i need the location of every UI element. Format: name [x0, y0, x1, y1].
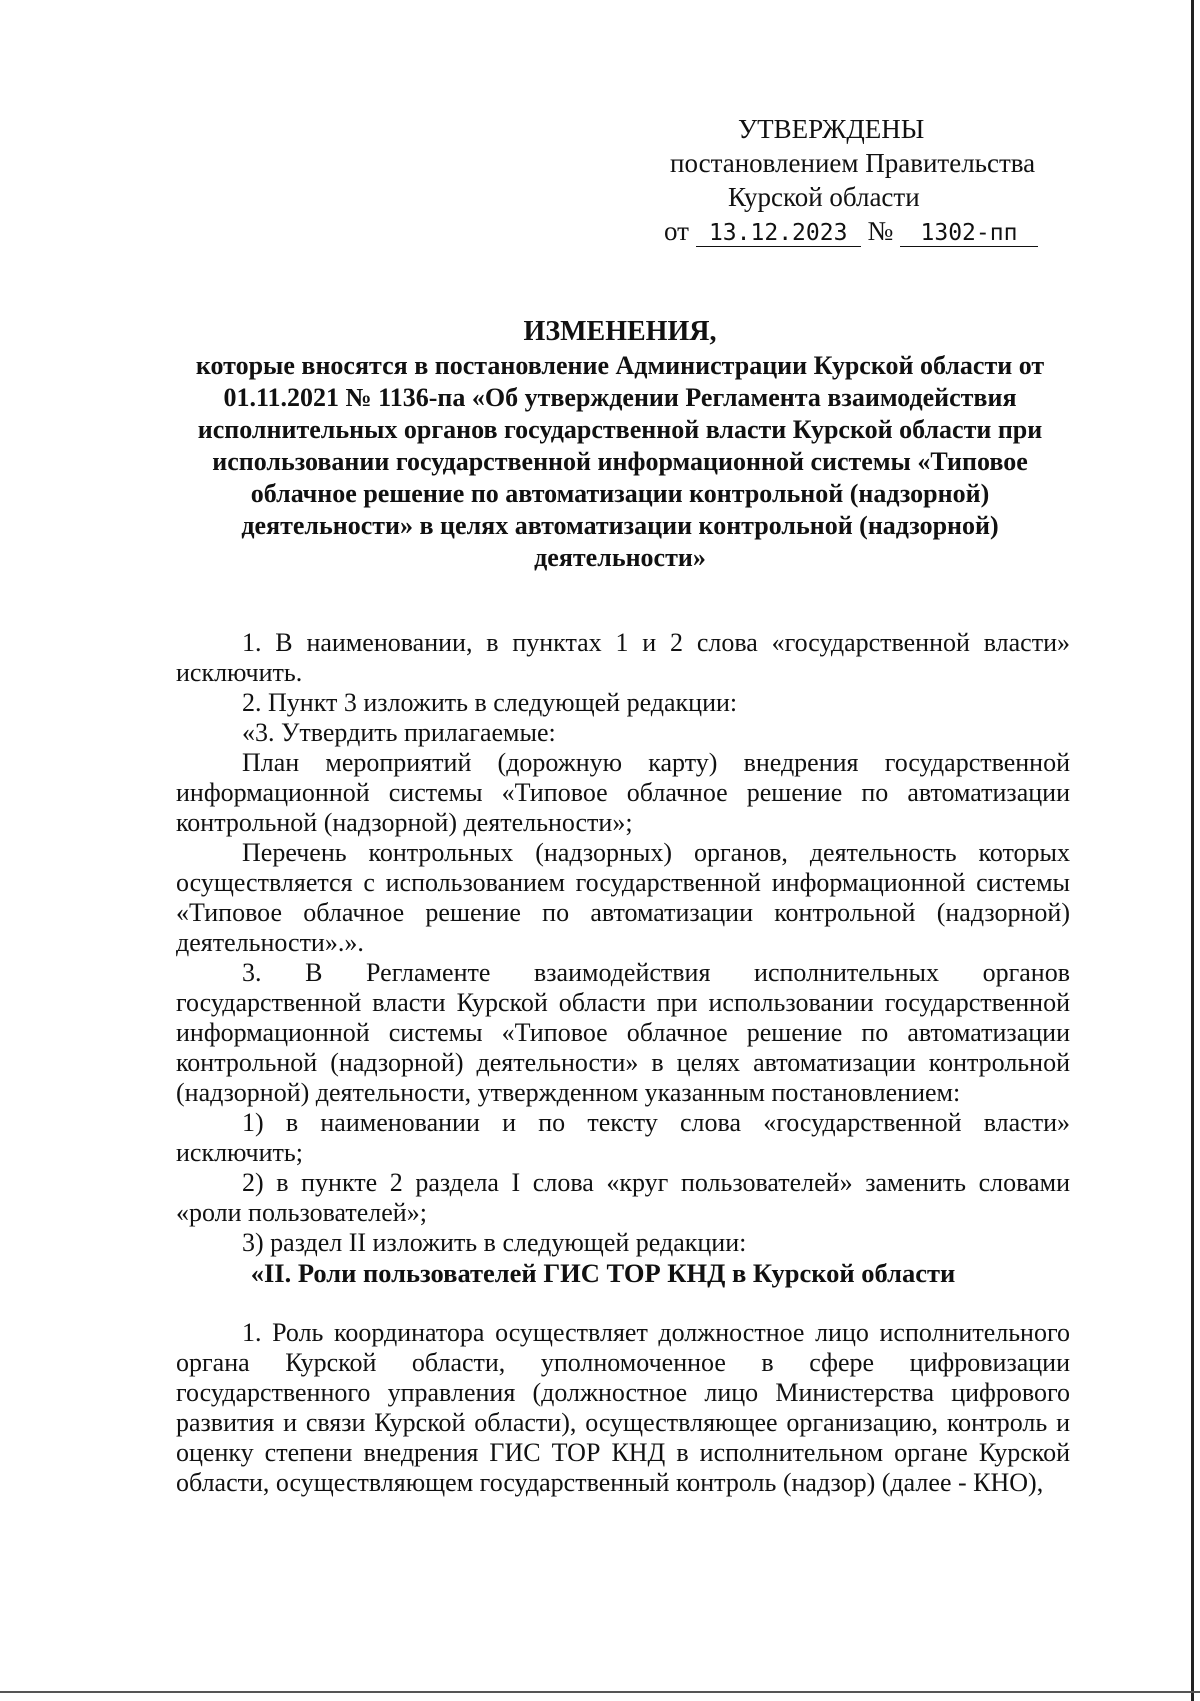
scan-edge-bottom — [0, 1691, 1200, 1693]
document-subtitle: которые вносятся в постановление Администрации Курской области от 01.11.2021 № 1136-па «Об утверждении Регламента взаимодействия исполнительных органов государственной власти Курской области при использовании государственной информационной системы «Типовое облачное решение по автоматизации контрольной (надзорной) деятельности» в целях автоматизации контрольной (надзорной) деятельности» — [195, 351, 1045, 572]
paragraph-8: 2) в пункте 2 раздела I слова «круг пользователей» заменить словами «роли пользователей»; — [176, 1168, 1070, 1227]
approval-stamp-block — [660, 112, 1060, 248]
approval-date: 13.12.2023 — [696, 220, 861, 247]
scan-edge-right — [1191, 0, 1194, 1701]
paragraph-1: 1. В наименовании, в пунктах 1 и 2 слова «государственной власти» исключить. — [176, 628, 1070, 687]
section-heading: «II. Роли пользователей ГИС ТОР КНД в Курской области — [250, 1258, 956, 1288]
document-title-block — [170, 316, 1070, 574]
paragraph-4: План мероприятий (дорожную карту) внедрения государственной информационной системы «Типовое облачное решение по автоматизации контрольной (надзорной) деятельности»; — [176, 748, 1070, 837]
paragraph-10: 1. Роль координатора осуществляет должностное лицо исполнительного органа Курской области, уполномоченное в сфере цифровизации государственного управления (должностное лицо Министерства цифрового развития и связи Курской области), осуществляющее организацию, контроль и оценку степени внедрения ГИС ТОР КНД в исполнительном органе Курской области, осуществляющем государственный контроль (надзор) (далее - КНО), — [176, 1318, 1070, 1497]
document-heading: ИЗМЕНЕНИЯ, — [523, 316, 717, 347]
approval-issuer: постановлением Правительства — [670, 148, 1036, 178]
paragraph-7: 1) в наименовании и по тексту слова «государственной власти» исключить; — [176, 1108, 1070, 1167]
paragraph-6: 3. В Регламенте взаимодействия исполнительных органов государственной власти Курской области при использовании государственной информационной системы «Типовое облачное решение по автоматизации контрольной (надзорной) деятельности» в целях автоматизации контрольной (надзорной) деятельности, утвержденном указанным постановлением: — [176, 958, 1070, 1107]
paragraph-9: 3) раздел II изложить в следующей редакции: — [242, 1228, 747, 1257]
approval-number: 1302-пп — [900, 220, 1038, 247]
number-sign: № — [867, 216, 894, 246]
paragraph-3: «3. Утвердить прилагаемые: — [242, 718, 556, 747]
approval-title: УТВЕРЖДЕНЫ — [738, 114, 925, 144]
paragraph-5: Перечень контрольных (надзорных) органов, деятельность которых осуществляется с использованием государственной информационной системы «Типовое облачное решение по автоматизации контрольной (надзорной) деятельности».». — [176, 838, 1070, 957]
paragraph-2: 2. Пункт 3 изложить в следующей редакции: — [242, 688, 738, 717]
approval-date-number-line — [660, 214, 1060, 248]
document-body — [176, 628, 1070, 1498]
approval-region: Курской области — [728, 182, 920, 212]
date-prefix: от — [664, 216, 689, 246]
